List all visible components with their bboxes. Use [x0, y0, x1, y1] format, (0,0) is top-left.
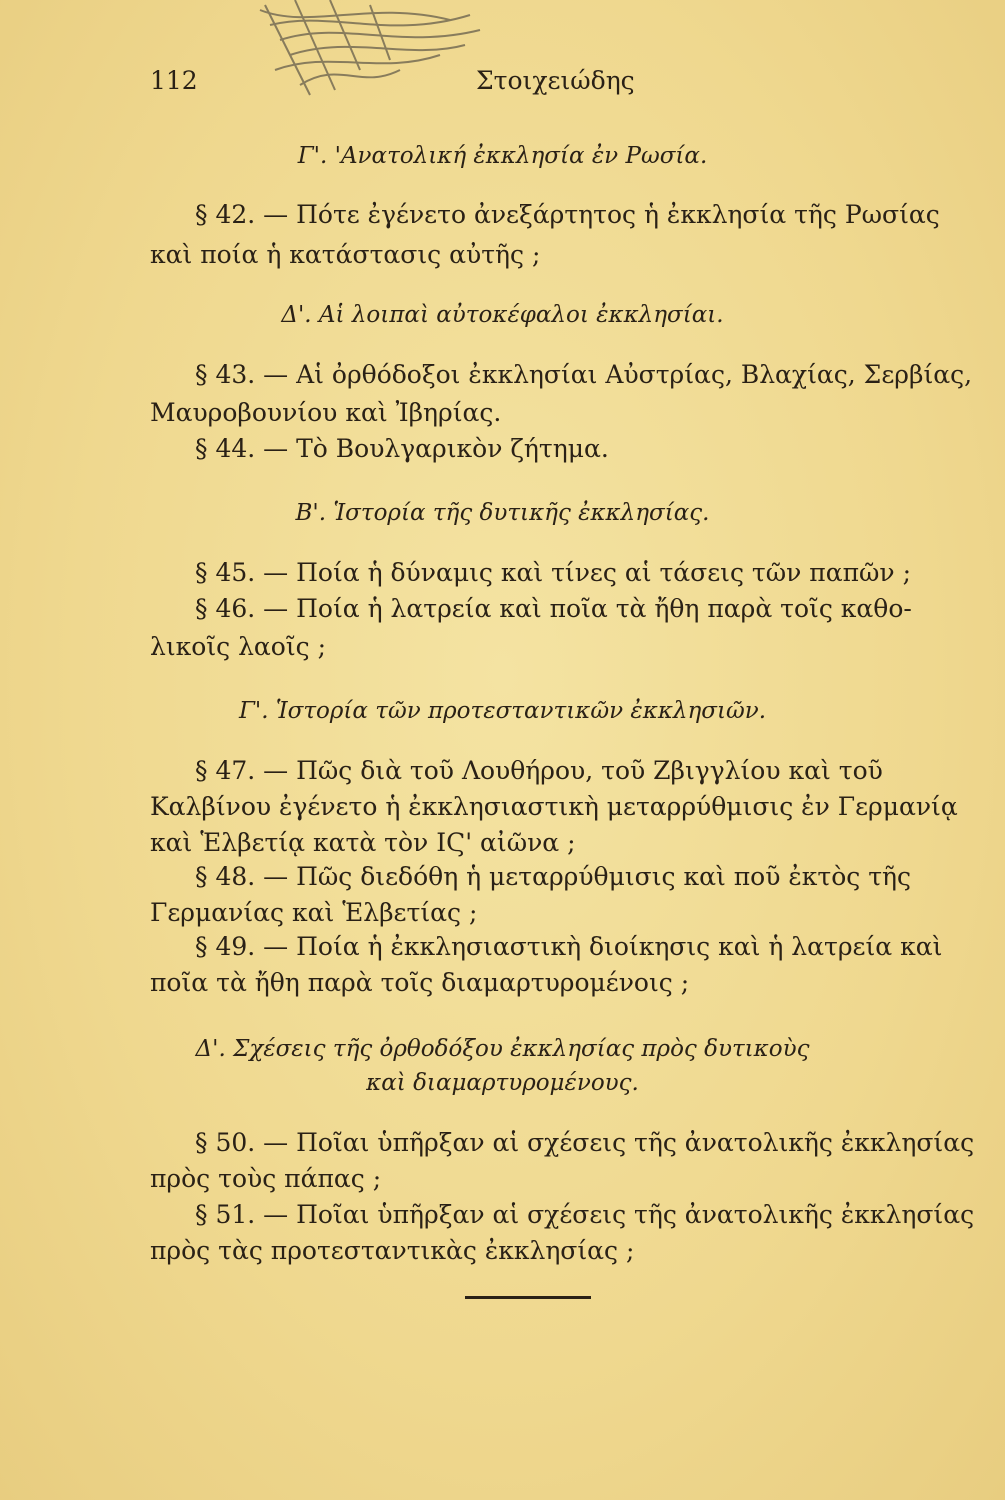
entry-line: § 45. — Ποία ἡ δύναμις καὶ τίνες αἱ τάσεις τῶν παπῶν ; [195, 558, 911, 587]
running-title: Στοιχειώδης [476, 66, 635, 95]
section-heading: Δ'. Σχέσεις τῆς ὀρθοδόξου ἐκκλησίας πρὸς δυτικοὺς [195, 1036, 810, 1062]
section-heading: Δ'. Αἱ λοιπαὶ αὐτοκέφαλοι ἐκκλησίαι. [281, 302, 724, 328]
entry-line: § 47. — Πῶς διὰ τοῦ Λουθήρου, τοῦ Ζβιγγλίου καὶ τοῦ [195, 756, 883, 785]
entry-line: § 46. — Ποία ἡ λατρεία καὶ ποῖα τὰ ἤθη παρὰ τοῖς καθο- [195, 594, 912, 623]
entry-line: § 50. — Ποῖαι ὑπῆρξαν αἱ σχέσεις τῆς ἀνατολικῆς ἐκκλησίας [195, 1128, 975, 1157]
end-rule [465, 1296, 591, 1299]
entry-line: ποῖα τὰ ἤθη παρὰ τοῖς διαμαρτυρομένοις ; [150, 968, 690, 997]
entry-line: καὶ ποία ἡ κατάστασις αὐτῆς ; [150, 240, 541, 269]
entry-line: λικοῖς λαοῖς ; [150, 632, 327, 661]
entry-line: § 51. — Ποῖαι ὑπῆρξαν αἱ σχέσεις τῆς ἀνατολικῆς ἐκκλησίας [195, 1200, 975, 1229]
entry-line: § 42. — Πότε ἐγένετο ἀνεξάρτητος ἡ ἐκκλησία τῆς Ρωσίας [195, 200, 940, 229]
section-heading-continued: καὶ διαμαρτυρομένους. [366, 1070, 639, 1096]
entry-line: πρὸς τὰς προτεσταντικὰς ἐκκλησίας ; [150, 1236, 635, 1265]
entry-line: Μαυροβουνίου καὶ Ἰβηρίας. [150, 398, 502, 427]
entry-line: καὶ Ἑλβετίᾳ κατὰ τὸν ΙϚ' αἰῶνα ; [150, 828, 576, 857]
entry-line: § 49. — Ποία ἡ ἐκκλησιαστικὴ διοίκησις καὶ ἡ λατρεία καὶ [195, 932, 943, 961]
entry-line: Γερμανίας καὶ Ἑλβετίας ; [150, 898, 478, 927]
page-number: 112 [150, 66, 198, 95]
pencil-scribble-mark [250, 0, 490, 100]
section-heading: Β'. Ἱστορία τῆς δυτικῆς ἐκκλησίας. [295, 500, 710, 526]
entry-line: Καλβίνου ἐγένετο ἡ ἐκκλησιαστικὴ μεταρρύθμισις ἐν Γερμανίᾳ [150, 792, 958, 821]
section-heading: Γ'. 'Ανατολική ἐκκλησία ἐν Ρωσία. [297, 143, 708, 169]
entry-line: πρὸς τοὺς πάπας ; [150, 1164, 382, 1193]
entry-line: § 44. — Τὸ Βουλγαρικὸν ζήτημα. [195, 434, 609, 463]
entry-line: § 48. — Πῶς διεδόθη ἡ μεταρρύθμισις καὶ ποῦ ἐκτὸς τῆς [195, 862, 912, 891]
entry-line: § 43. — Αἱ ὀρθόδοξοι ἐκκλησίαι Αὐστρίας, Βλαχίας, Σερβίας, [195, 360, 973, 389]
section-heading: Γ'. Ἱστορία τῶν προτεσταντικῶν ἐκκλησιῶν. [238, 698, 767, 724]
